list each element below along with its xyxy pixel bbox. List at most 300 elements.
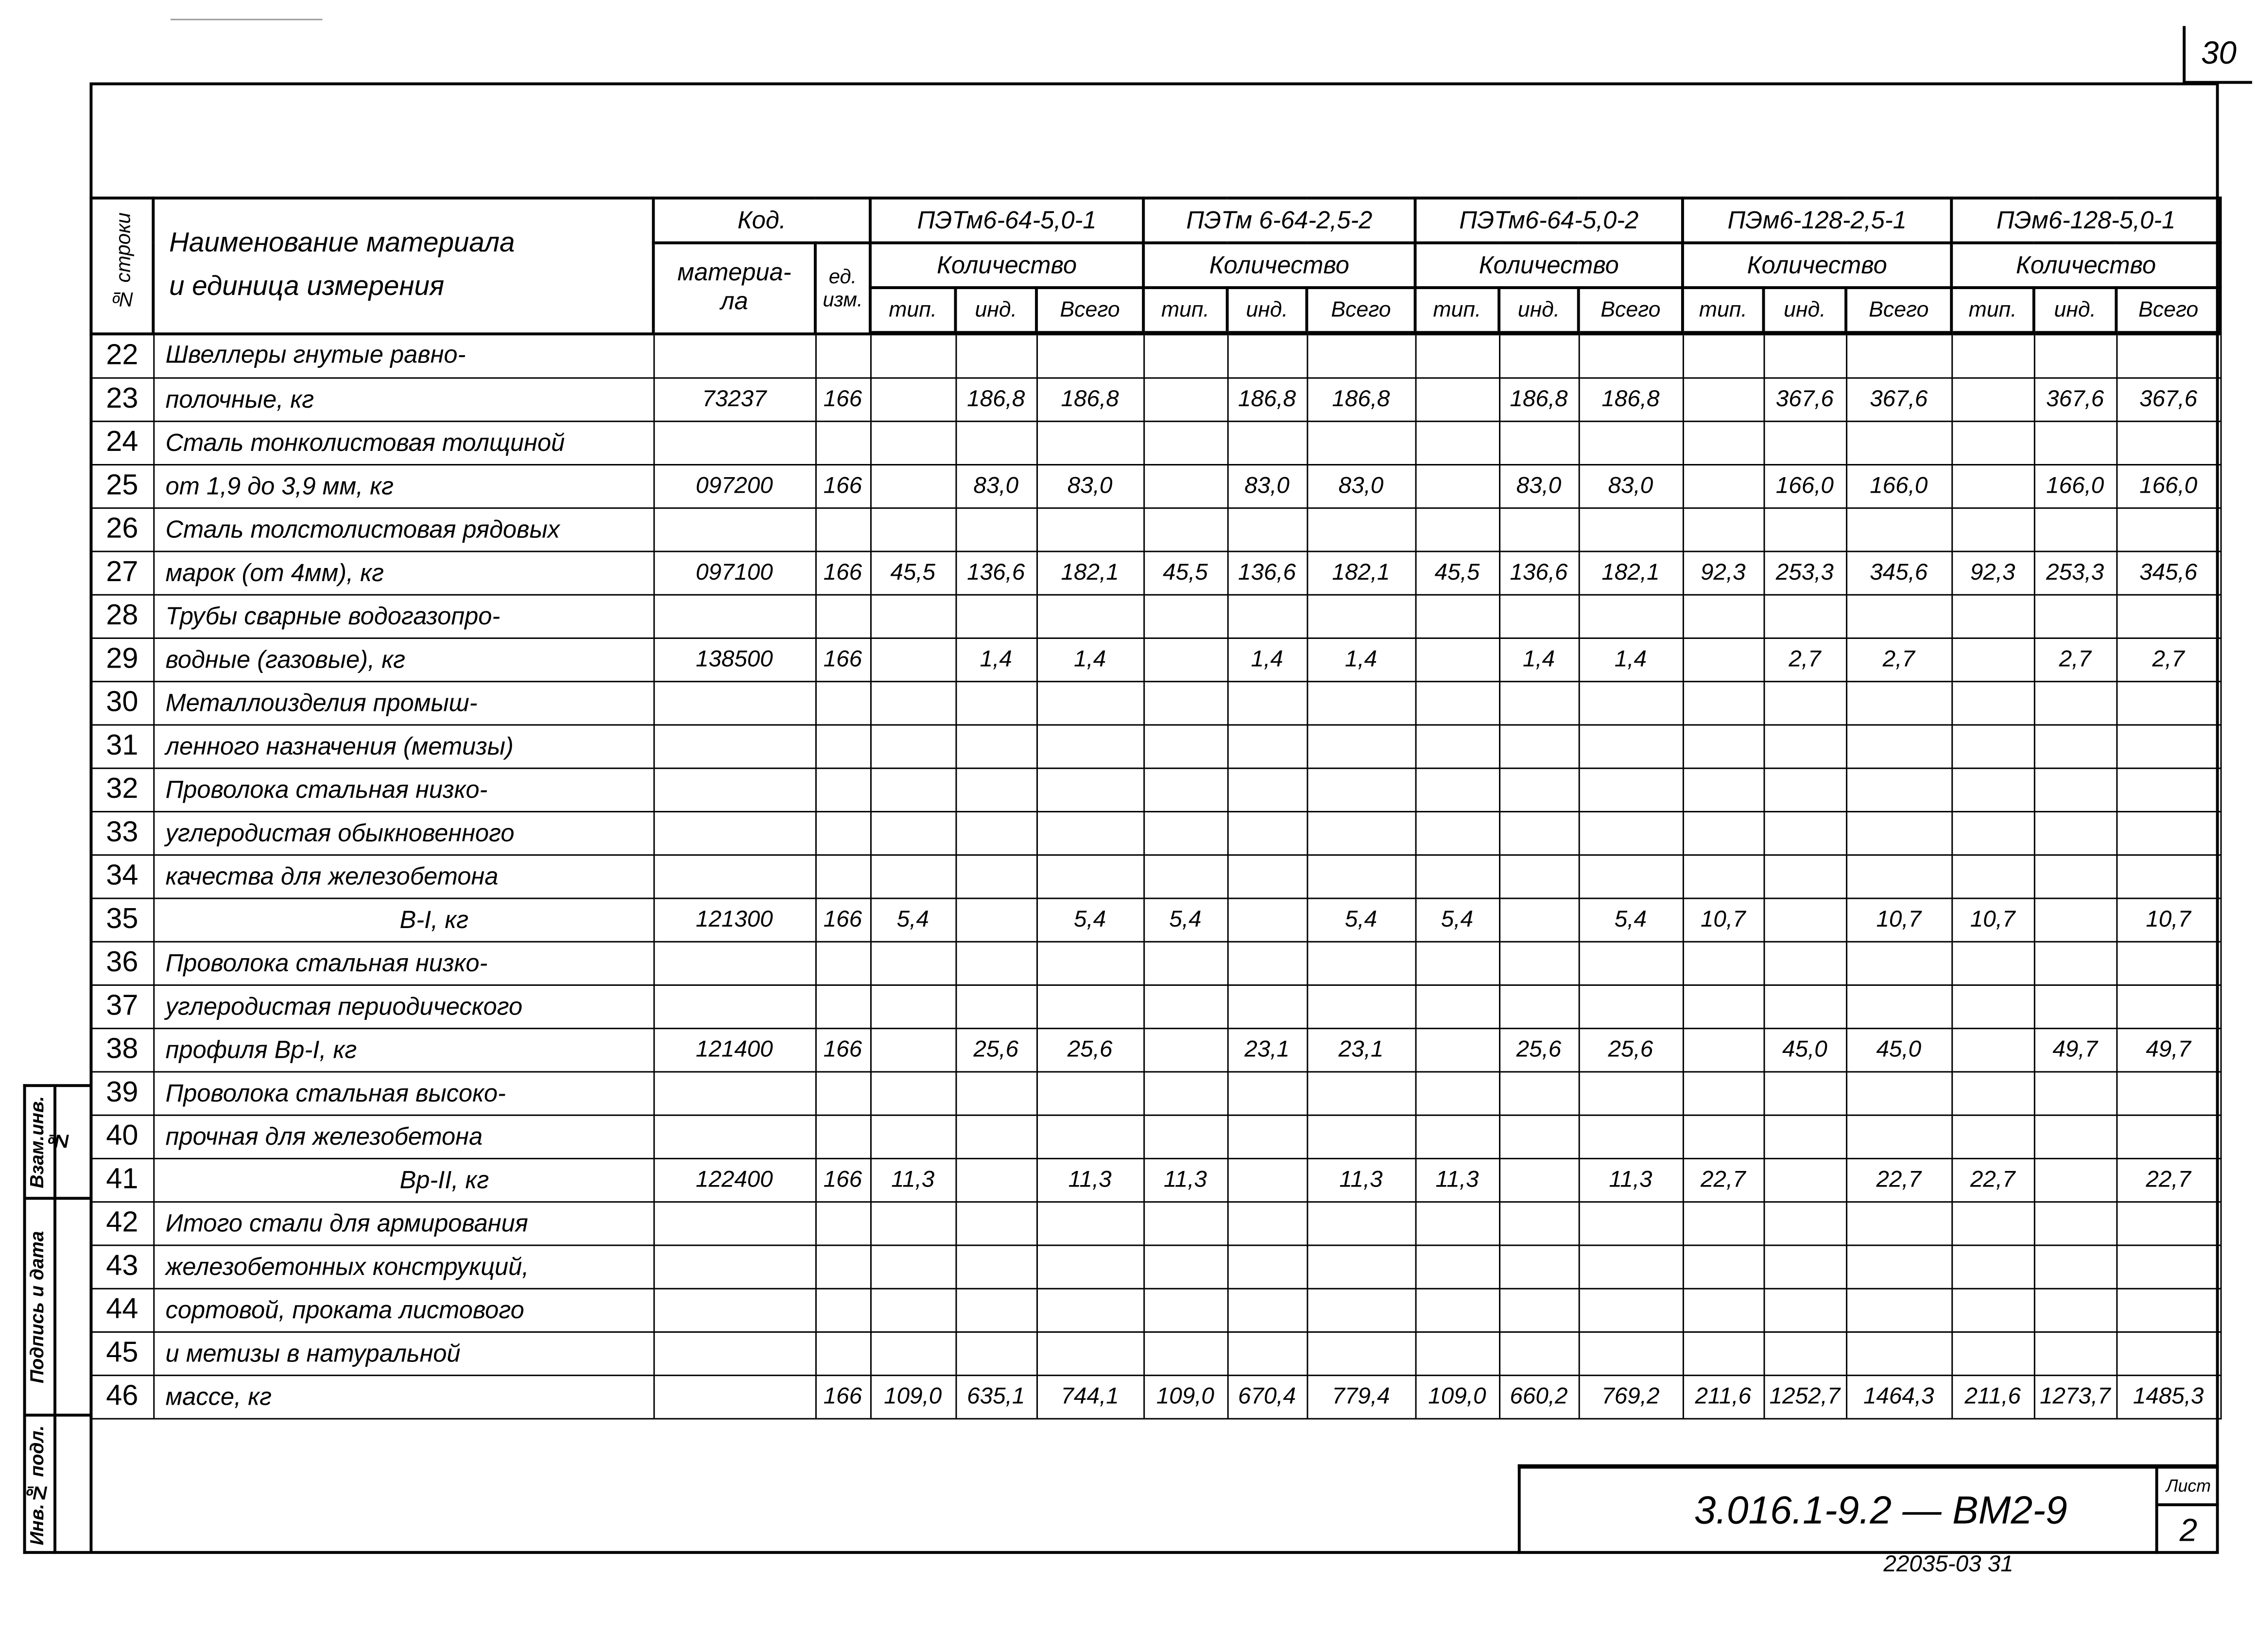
quantity-individual: [1499, 898, 1579, 942]
quantity-total: [1307, 725, 1415, 768]
quantity-typical: [1951, 682, 2034, 725]
quantity-individual: [1764, 1289, 1846, 1332]
quantity-total: [2117, 1289, 2221, 1332]
quantity-total: [2117, 1245, 2221, 1289]
quantity-individual: [955, 725, 1036, 768]
quantity-individual: [2034, 768, 2117, 811]
quantity-typical: [870, 1245, 956, 1289]
row-number: 27: [91, 551, 153, 595]
quantity-typical: [1415, 1245, 1499, 1289]
quantity-individual: 186,8: [1499, 378, 1579, 421]
material-code: [654, 508, 815, 551]
quantity-total: [1846, 985, 1951, 1028]
row-number: 40: [91, 1115, 153, 1158]
quantity-total: 23,1: [1307, 1029, 1415, 1072]
table-row: [91, 1376, 2220, 1419]
quantity-total: [1579, 1289, 1683, 1332]
quantity-typical: 22,7: [1951, 1158, 2034, 1202]
quantity-typical: [1683, 768, 1764, 811]
unit-code: 166: [815, 1158, 870, 1202]
quantity-typical: [1951, 1289, 2034, 1332]
quantity-typical: [1683, 378, 1764, 421]
row-number: 41: [91, 1158, 153, 1202]
quantity-total: [2117, 1072, 2221, 1115]
quantity-individual: [1227, 985, 1307, 1028]
subheader-total: Всего: [1307, 288, 1415, 333]
quantity-typical: 109,0: [870, 1376, 956, 1419]
stamp-inv-original-label: Инв.№ подл.: [26, 1425, 48, 1546]
quantity-individual: [1764, 1115, 1846, 1158]
material-code-header: [654, 243, 815, 333]
quantity-typical: [1683, 421, 1764, 465]
quantity-individual: [2034, 682, 2117, 725]
material-code: [654, 985, 815, 1028]
table-row: [91, 942, 2220, 985]
material-code: [654, 333, 815, 378]
table-row: [91, 1115, 2220, 1158]
quantity-total: [1036, 1245, 1143, 1289]
quantity-individual: [1227, 595, 1307, 638]
quantity-typical: [1951, 333, 2034, 378]
quantity-typical: 45,5: [1143, 551, 1227, 595]
quantity-typical: [1683, 638, 1764, 681]
quantity-total: [1579, 1245, 1683, 1289]
quantity-total: 345,6: [1846, 551, 1951, 595]
quantity-individual: [2034, 725, 2117, 768]
quantity-individual: [1499, 725, 1579, 768]
quantity-typical: [1951, 725, 2034, 768]
quantity-individual: [1764, 898, 1846, 942]
quantity-individual: [1764, 1072, 1846, 1115]
quantity-typical: [870, 682, 956, 725]
quantity-total: [1307, 595, 1415, 638]
quantity-total: [1036, 855, 1143, 898]
quantity-total: [1579, 1072, 1683, 1115]
material-name: Проволока стальная высоко-: [153, 1072, 653, 1115]
quantity-individual: [1764, 768, 1846, 811]
quantity-typical: [1143, 1332, 1227, 1375]
quantity-typical: [1951, 768, 2034, 811]
quantity-individual: [1764, 811, 1846, 855]
quantity-total: [2117, 682, 2221, 725]
subheader-typical: тип.: [1683, 288, 1764, 333]
quantity-total: [1036, 421, 1143, 465]
quantity-typical: [1683, 985, 1764, 1028]
group-header: ПЭм6-128-5,0-1: [1951, 198, 2220, 243]
material-code-line1: материа-: [677, 259, 792, 287]
quantity-total: [2117, 333, 2221, 378]
quantity-individual: 1,4: [1227, 638, 1307, 681]
quantity-typical: [1143, 421, 1227, 465]
quantity-typical: [870, 942, 956, 985]
footer-code: 22035-03 31: [1883, 1552, 2014, 1577]
subheader-individual: инд.: [1227, 288, 1307, 333]
quantity-individual: [1227, 855, 1307, 898]
material-name: В-I, кг: [153, 898, 653, 942]
material-name: массе, кг: [153, 1376, 653, 1419]
unit-code: [815, 985, 870, 1028]
quantity-total: 779,4: [1307, 1376, 1415, 1419]
material-code: [654, 1332, 815, 1375]
quantity-individual: [2034, 421, 2117, 465]
unit-code: [815, 768, 870, 811]
quantity-total: [1846, 1245, 1951, 1289]
scan-artifact: [171, 19, 322, 20]
unit-code: [815, 1245, 870, 1289]
quantity-total: [1846, 682, 1951, 725]
quantity-individual: [1764, 682, 1846, 725]
quantity-total: [1846, 421, 1951, 465]
quantity-total: [2117, 855, 2221, 898]
material-name: Трубы сварные водогазопро-: [153, 595, 653, 638]
quantity-typical: [870, 333, 956, 378]
quantity-typical: [1143, 942, 1227, 985]
quantity-typical: [1415, 682, 1499, 725]
quantity-typical: [870, 855, 956, 898]
material-code: [654, 1072, 815, 1115]
quantity-individual: 186,8: [1227, 378, 1307, 421]
quantity-individual: [1499, 985, 1579, 1028]
quantity-individual: [1499, 1289, 1579, 1332]
quantity-individual: [1499, 768, 1579, 811]
material-name: полочные, кг: [153, 378, 653, 421]
quantity-individual: [2034, 1072, 2117, 1115]
quantity-individual: [1227, 811, 1307, 855]
unit-code: [815, 1332, 870, 1375]
quantity-individual: [1499, 942, 1579, 985]
quantity-individual: [1499, 682, 1579, 725]
quantity-individual: [1227, 898, 1307, 942]
material-code: [654, 855, 815, 898]
quantity-individual: 1,4: [1499, 638, 1579, 681]
quantity-typical: [1415, 1332, 1499, 1375]
quantity-typical: 10,7: [1683, 898, 1764, 942]
quantity-individual: [1227, 725, 1307, 768]
quantity-individual: [2034, 595, 2117, 638]
quantity-individual: 83,0: [955, 465, 1036, 508]
unit-code: [815, 508, 870, 551]
quantity-individual: [955, 811, 1036, 855]
quantity-typical: [1951, 811, 2034, 855]
row-number: 44: [91, 1289, 153, 1332]
stamp-replaced-inv-field: [56, 1087, 92, 1200]
quantity-typical: [1143, 855, 1227, 898]
quantity-individual: [2034, 985, 2117, 1028]
quantity-typical: [1143, 465, 1227, 508]
row-number: 46: [91, 1376, 153, 1419]
quantity-typical: [870, 811, 956, 855]
quantity-total: 186,8: [1036, 378, 1143, 421]
quantity-individual: [1764, 333, 1846, 378]
quantity-individual: [955, 768, 1036, 811]
material-code: [654, 595, 815, 638]
table-row: [91, 811, 2220, 855]
material-name: прочная для железобетона: [153, 1115, 653, 1158]
quantity-individual: [2034, 811, 2117, 855]
quantity-typical: 11,3: [1143, 1158, 1227, 1202]
quantity-total: [1307, 1115, 1415, 1158]
material-code: [654, 1202, 815, 1245]
quantity-typical: [870, 1289, 956, 1332]
unit-code: [815, 811, 870, 855]
material-name: Вр-II, кг: [153, 1158, 653, 1202]
quantity-total: 1464,3: [1846, 1376, 1951, 1419]
quantity-individual: [2034, 855, 2117, 898]
subheader-individual: инд.: [1764, 288, 1846, 333]
name-header-line2: и единица измерения: [169, 271, 445, 302]
quantity-typical: [1415, 985, 1499, 1028]
material-name: профиля Вр-I, кг: [153, 1029, 653, 1072]
quantity-typical: 45,5: [1415, 551, 1499, 595]
quantity-total: [1846, 508, 1951, 551]
row-number: 34: [91, 855, 153, 898]
quantity-typical: [1683, 1245, 1764, 1289]
quantity-typical: [870, 1332, 956, 1375]
quantity-individual: 1252,7: [1764, 1376, 1846, 1419]
unit-header: [815, 243, 870, 333]
quantity-individual: [1227, 768, 1307, 811]
quantity-individual: 45,0: [1764, 1029, 1846, 1072]
quantity-total: 166,0: [1846, 465, 1951, 508]
table-row: [91, 768, 2220, 811]
quantity-typical: [870, 768, 956, 811]
quantity-total: 11,3: [1579, 1158, 1683, 1202]
quantity-total: 744,1: [1036, 1376, 1143, 1419]
unit-code: 166: [815, 551, 870, 595]
quantity-total: [1579, 421, 1683, 465]
quantity-total: [1036, 725, 1143, 768]
quantity-total: 1,4: [1307, 638, 1415, 681]
material-code: [654, 421, 815, 465]
quantity-individual: 136,6: [1499, 551, 1579, 595]
quantity-typical: [1951, 1029, 2034, 1072]
table-row: [91, 1289, 2220, 1332]
quantity-typical: [1415, 421, 1499, 465]
quantity-typical: 92,3: [1683, 551, 1764, 595]
quantity-individual: [955, 508, 1036, 551]
quantity-total: 1485,3: [2117, 1376, 2221, 1419]
quantity-typical: [870, 1029, 956, 1072]
quantity-individual: 49,7: [2034, 1029, 2117, 1072]
quantity-typical: [1683, 725, 1764, 768]
quantity-total: [1307, 1202, 1415, 1245]
quantity-total: 83,0: [1036, 465, 1143, 508]
material-code: [654, 942, 815, 985]
quantity-typical: [1415, 768, 1499, 811]
row-number: 30: [91, 682, 153, 725]
quantity-total: [1579, 768, 1683, 811]
quantity-individual: 2,7: [1764, 638, 1846, 681]
code-header: Код.: [654, 198, 870, 243]
quantity-individual: [2034, 1245, 2117, 1289]
quantity-typical: 10,7: [1951, 898, 2034, 942]
unit-code: 166: [815, 898, 870, 942]
material-name: Швеллеры гнутые равно-: [153, 333, 653, 378]
unit-line2: изм.: [823, 288, 863, 311]
quantity-total: [1307, 1289, 1415, 1332]
quantity-total: [1846, 1115, 1951, 1158]
quantity-individual: 253,3: [1764, 551, 1846, 595]
quantity-typical: [1143, 725, 1227, 768]
quantity-total: [1846, 333, 1951, 378]
quantity-individual: [1227, 1115, 1307, 1158]
quantity-individual: 25,6: [955, 1029, 1036, 1072]
row-number: 23: [91, 378, 153, 421]
quantity-typical: 11,3: [870, 1158, 956, 1202]
quantity-total: 49,7: [2117, 1029, 2221, 1072]
quantity-total: [1036, 682, 1143, 725]
quantity-typical: [1415, 725, 1499, 768]
material-code: [654, 682, 815, 725]
quantity-typical: [1143, 333, 1227, 378]
quantity-total: 5,4: [1579, 898, 1683, 942]
quantity-individual: [2034, 508, 2117, 551]
quantity-typical: [1143, 1245, 1227, 1289]
quantity-typical: [1143, 1029, 1227, 1072]
quantity-total: [1579, 811, 1683, 855]
quantity-total: [1036, 1289, 1143, 1332]
quantity-typical: 5,4: [870, 898, 956, 942]
row-number: 33: [91, 811, 153, 855]
row-number: 28: [91, 595, 153, 638]
quantity-typical: 109,0: [1415, 1376, 1499, 1419]
material-name: Проволока стальная низко-: [153, 942, 653, 985]
subheader-individual: инд.: [2034, 288, 2117, 333]
quantity-typical: [1143, 595, 1227, 638]
unit-code: 166: [815, 638, 870, 681]
quantity-individual: [2034, 898, 2117, 942]
quantity-total: [1307, 855, 1415, 898]
quantity-individual: 83,0: [1499, 465, 1579, 508]
quantity-total: [1846, 595, 1951, 638]
quantity-typical: [870, 378, 956, 421]
quantity-typical: [1951, 942, 2034, 985]
unit-code: [815, 421, 870, 465]
quantity-individual: [1227, 1245, 1307, 1289]
row-number: 45: [91, 1332, 153, 1375]
quantity-typical: [1951, 1332, 2034, 1375]
quantity-total: [1846, 1332, 1951, 1375]
quantity-total: 186,8: [1579, 378, 1683, 421]
quantity-individual: [1227, 1332, 1307, 1375]
quantity-typical: [870, 638, 956, 681]
quantity-typical: [870, 1115, 956, 1158]
quantity-typical: [1143, 768, 1227, 811]
quantity-typical: [1143, 1115, 1227, 1158]
quantity-total: [1579, 1202, 1683, 1245]
quantity-typical: [1951, 1115, 2034, 1158]
quantity-typical: [1415, 1289, 1499, 1332]
quantity-typical: [1415, 1072, 1499, 1115]
quantity-individual: [1764, 725, 1846, 768]
unit-line1: ед.: [828, 265, 857, 288]
material-code: [654, 1376, 815, 1419]
quantity-individual: [955, 942, 1036, 985]
name-header-line1: Наименование материала: [169, 228, 515, 258]
quantity-total: [2117, 768, 2221, 811]
quantity-typical: [870, 465, 956, 508]
quantity-individual: 1273,7: [2034, 1376, 2117, 1419]
quantity-typical: [1415, 855, 1499, 898]
quantity-individual: [955, 1289, 1036, 1332]
quantity-individual: [1227, 1158, 1307, 1202]
quantity-total: [1846, 1289, 1951, 1332]
material-code: [654, 768, 815, 811]
quantity-total: [1307, 811, 1415, 855]
quantity-individual: [1499, 595, 1579, 638]
quantity-individual: [1764, 508, 1846, 551]
stamp-signature-date: [26, 1200, 56, 1416]
material-code: 121300: [654, 898, 815, 942]
sheet-cell: [2155, 1469, 2219, 1554]
material-code: [654, 811, 815, 855]
quantity-individual: 23,1: [1227, 1029, 1307, 1072]
quantity-total: [1846, 725, 1951, 768]
quantity-typical: 11,3: [1415, 1158, 1499, 1202]
quantity-typical: [1683, 595, 1764, 638]
quantity-typical: [1683, 1115, 1764, 1158]
quantity-individual: [1227, 421, 1307, 465]
material-name: сортовой, проката листового: [153, 1289, 653, 1332]
table-row: [91, 333, 2220, 378]
quantity-individual: [955, 1072, 1036, 1115]
quantity-total: [2117, 1202, 2221, 1245]
row-number: 22: [91, 333, 153, 378]
quantity-total: 182,1: [1579, 551, 1683, 595]
quantity-individual: 136,6: [955, 551, 1036, 595]
quantity-individual: 136,6: [1227, 551, 1307, 595]
unit-code: [815, 333, 870, 378]
unit-code: [815, 1289, 870, 1332]
material-code: 121400: [654, 1029, 815, 1072]
quantity-typical: [1415, 1029, 1499, 1072]
quantity-total: [1307, 1332, 1415, 1375]
quantity-total: [2117, 508, 2221, 551]
subheader-typical: тип.: [1143, 288, 1227, 333]
quantity-typical: [1143, 508, 1227, 551]
quantity-total: [1579, 333, 1683, 378]
quantity-typical: [870, 1072, 956, 1115]
quantity-individual: 367,6: [1764, 378, 1846, 421]
quantity-total: [2117, 725, 2221, 768]
quantity-individual: [955, 1202, 1036, 1245]
quantity-individual: [1227, 1202, 1307, 1245]
subheader-total: Всего: [2117, 288, 2221, 333]
group-header: ПЭТм 6-64-2,5-2: [1143, 198, 1415, 243]
quantity-individual: [955, 421, 1036, 465]
quantity-individual: [1499, 1245, 1579, 1289]
material-name: Сталь толстолистовая рядовых: [153, 508, 653, 551]
quantity-total: 22,7: [2117, 1158, 2221, 1202]
quantity-header: Количество: [1143, 243, 1415, 288]
unit-code: 166: [815, 1029, 870, 1072]
quantity-individual: [2034, 1202, 2117, 1245]
material-name: и метизы в натуральной: [153, 1332, 653, 1375]
row-number-header-label: № строки: [110, 212, 134, 311]
subheader-individual: инд.: [955, 288, 1036, 333]
quantity-typical: [1143, 1202, 1227, 1245]
subheader-typical: тип.: [1951, 288, 2034, 333]
sheet-number: 30: [2183, 26, 2252, 84]
table-row: [91, 1245, 2220, 1289]
material-code: 097100: [654, 551, 815, 595]
subheader-total: Всего: [1036, 288, 1143, 333]
quantity-individual: [1227, 333, 1307, 378]
quantity-total: [1036, 1332, 1143, 1375]
quantity-total: [1579, 855, 1683, 898]
quantity-total: [1036, 985, 1143, 1028]
sheet-label: Лист: [2158, 1469, 2219, 1506]
